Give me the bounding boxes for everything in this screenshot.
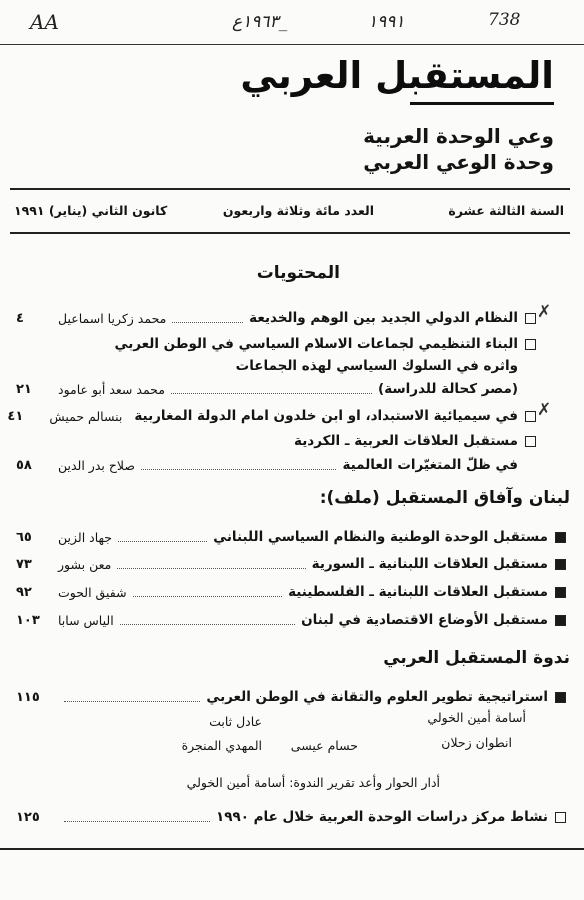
leader-dots bbox=[64, 692, 200, 702]
handwritten-note-left: AA bbox=[30, 10, 59, 34]
item-author: شفيق الحوت bbox=[58, 584, 127, 600]
square-bullet-icon bbox=[555, 587, 566, 598]
handwritten-x-mark: ✗ bbox=[537, 302, 552, 322]
meta-top-rule bbox=[10, 188, 570, 190]
symposium-moderator: أدار الحوار وأعد تقرير الندوة: أسامة أمين الخولي bbox=[186, 775, 440, 790]
item-page: ٤ bbox=[16, 310, 24, 326]
checkbox-icon bbox=[525, 313, 536, 324]
item-title-line-2: في ظلّ المتغيّرات العالمية bbox=[342, 457, 518, 473]
participant-name: انطوان زحلان bbox=[441, 735, 512, 750]
handwritten-x-mark: ✗ bbox=[537, 400, 552, 420]
item-title: مستقبل العلاقات اللبنانية ـ السورية bbox=[311, 556, 548, 572]
handwritten-note-mid-left: ١٩٦٣ع_ bbox=[232, 12, 288, 32]
handwritten-note-mid-right: ١٩٩١ bbox=[368, 12, 405, 32]
item-author: محمد زكريا اسماعيل bbox=[58, 310, 167, 326]
journal-logo: المستقبل العربي bbox=[240, 54, 554, 97]
leader-dots bbox=[171, 384, 372, 394]
section-title-symposium: ندوة المستقبل العربي bbox=[383, 648, 570, 668]
contents-item[interactable] bbox=[16, 553, 566, 575]
item-title: نشاط مركز دراسات الوحدة العربية خلال عام ١٩٩٠ bbox=[215, 809, 548, 825]
item-title: النظام الدولي الجديد بين الوهم والخديعة bbox=[249, 310, 518, 326]
contents-item[interactable] bbox=[16, 526, 566, 548]
item-page: ١٠٣ bbox=[16, 612, 40, 628]
checkbox-icon bbox=[555, 812, 566, 823]
handwritten-note-right: 738 bbox=[488, 10, 521, 30]
item-title-line-3: (مصر كحالة للدراسة) bbox=[378, 381, 518, 397]
item-title: في سيميائية الاستبداد، او ابن خلدون امام الدولة المغاربية bbox=[134, 408, 518, 424]
item-page: ١١٥ bbox=[16, 689, 40, 705]
leader-dots bbox=[172, 313, 243, 323]
contents-item-tail bbox=[16, 378, 518, 400]
top-rule bbox=[0, 44, 584, 45]
checkbox-icon bbox=[525, 436, 536, 447]
item-title: مستقبل العلاقات اللبنانية ـ الفلسطينية bbox=[288, 584, 548, 600]
section-title-lebanon: لبنان وآفاق المستقبل (ملف): bbox=[319, 488, 570, 508]
participant-name: حسام عيسى bbox=[290, 738, 358, 753]
item-author: محمد سعد أبو عامود bbox=[58, 381, 165, 397]
item-title: مستقبل الوحدة الوطنية والنظام السياسي اللبناني bbox=[213, 529, 548, 545]
square-bullet-icon bbox=[555, 532, 566, 543]
square-bullet-icon bbox=[555, 559, 566, 570]
leader-dots bbox=[118, 532, 207, 542]
contents-item[interactable] bbox=[16, 333, 536, 355]
leader-dots bbox=[117, 559, 305, 569]
contents-item[interactable] bbox=[7, 405, 536, 427]
headline-line-2: وحدة الوعي العربي bbox=[363, 150, 554, 174]
leader-dots bbox=[120, 615, 295, 625]
item-page: ٥٨ bbox=[16, 457, 32, 473]
checkbox-icon bbox=[525, 411, 536, 422]
participant-name: المهدي المنجرة bbox=[181, 738, 262, 753]
volume-year: السنة الثالثة عشرة bbox=[448, 203, 564, 218]
item-author: بنسالم حميش bbox=[49, 408, 123, 424]
contents-item[interactable] bbox=[16, 307, 536, 329]
headline-line-1: وعي الوحدة العربية bbox=[363, 124, 554, 148]
item-author: معن بشور bbox=[58, 556, 112, 572]
item-page: ١٢٥ bbox=[16, 809, 40, 825]
leader-dots bbox=[133, 587, 283, 597]
item-page: ٤١ bbox=[7, 408, 24, 424]
contents-item[interactable] bbox=[16, 806, 566, 828]
item-author: صلاح بدر الدين bbox=[58, 457, 136, 473]
participant-name: عادل ثابت bbox=[209, 714, 262, 729]
participant-name: أسامة أمين الخولي bbox=[427, 710, 526, 725]
contents-item[interactable] bbox=[16, 609, 566, 631]
contents-item[interactable] bbox=[16, 430, 536, 452]
logo-underline bbox=[410, 102, 554, 105]
contents-title: المحتويات bbox=[256, 263, 340, 283]
checkbox-icon bbox=[525, 339, 536, 350]
issue-date: كانون الثاني (يناير) ١٩٩١ bbox=[14, 203, 168, 218]
contents-item[interactable] bbox=[16, 581, 566, 603]
meta-bottom-rule bbox=[10, 232, 570, 234]
contents-item-tail bbox=[16, 454, 518, 476]
item-title: استراتيجية تطوير العلوم والتقانة في الوطن العربي bbox=[206, 689, 548, 705]
item-title-line-2: واثره في السلوك السياسي لهذه الجماعات bbox=[235, 358, 518, 374]
item-page: ٩٢ bbox=[16, 584, 32, 600]
square-bullet-icon bbox=[555, 615, 566, 626]
item-author: جهاد الزين bbox=[58, 529, 113, 545]
item-page: ٢١ bbox=[16, 381, 32, 397]
item-author: الياس سابا bbox=[58, 612, 114, 628]
bottom-rule bbox=[0, 848, 584, 850]
item-title: البناء التنظيمي لجماعات الاسلام السياسي في الوطن العربي bbox=[114, 336, 518, 352]
leader-dots bbox=[64, 812, 210, 822]
leader-dots bbox=[141, 460, 336, 470]
issue-number: العدد مائة وثلاثة واربعون bbox=[222, 203, 374, 218]
square-bullet-icon bbox=[555, 692, 566, 703]
item-title: مستقبل الأوضاع الاقتصادية في لبنان bbox=[301, 612, 548, 628]
item-title: مستقبل العلاقات العربية ـ الكردية bbox=[294, 433, 518, 449]
item-page: ٧٣ bbox=[16, 556, 32, 572]
contents-item[interactable] bbox=[16, 686, 566, 708]
item-page: ٦٥ bbox=[16, 529, 32, 545]
